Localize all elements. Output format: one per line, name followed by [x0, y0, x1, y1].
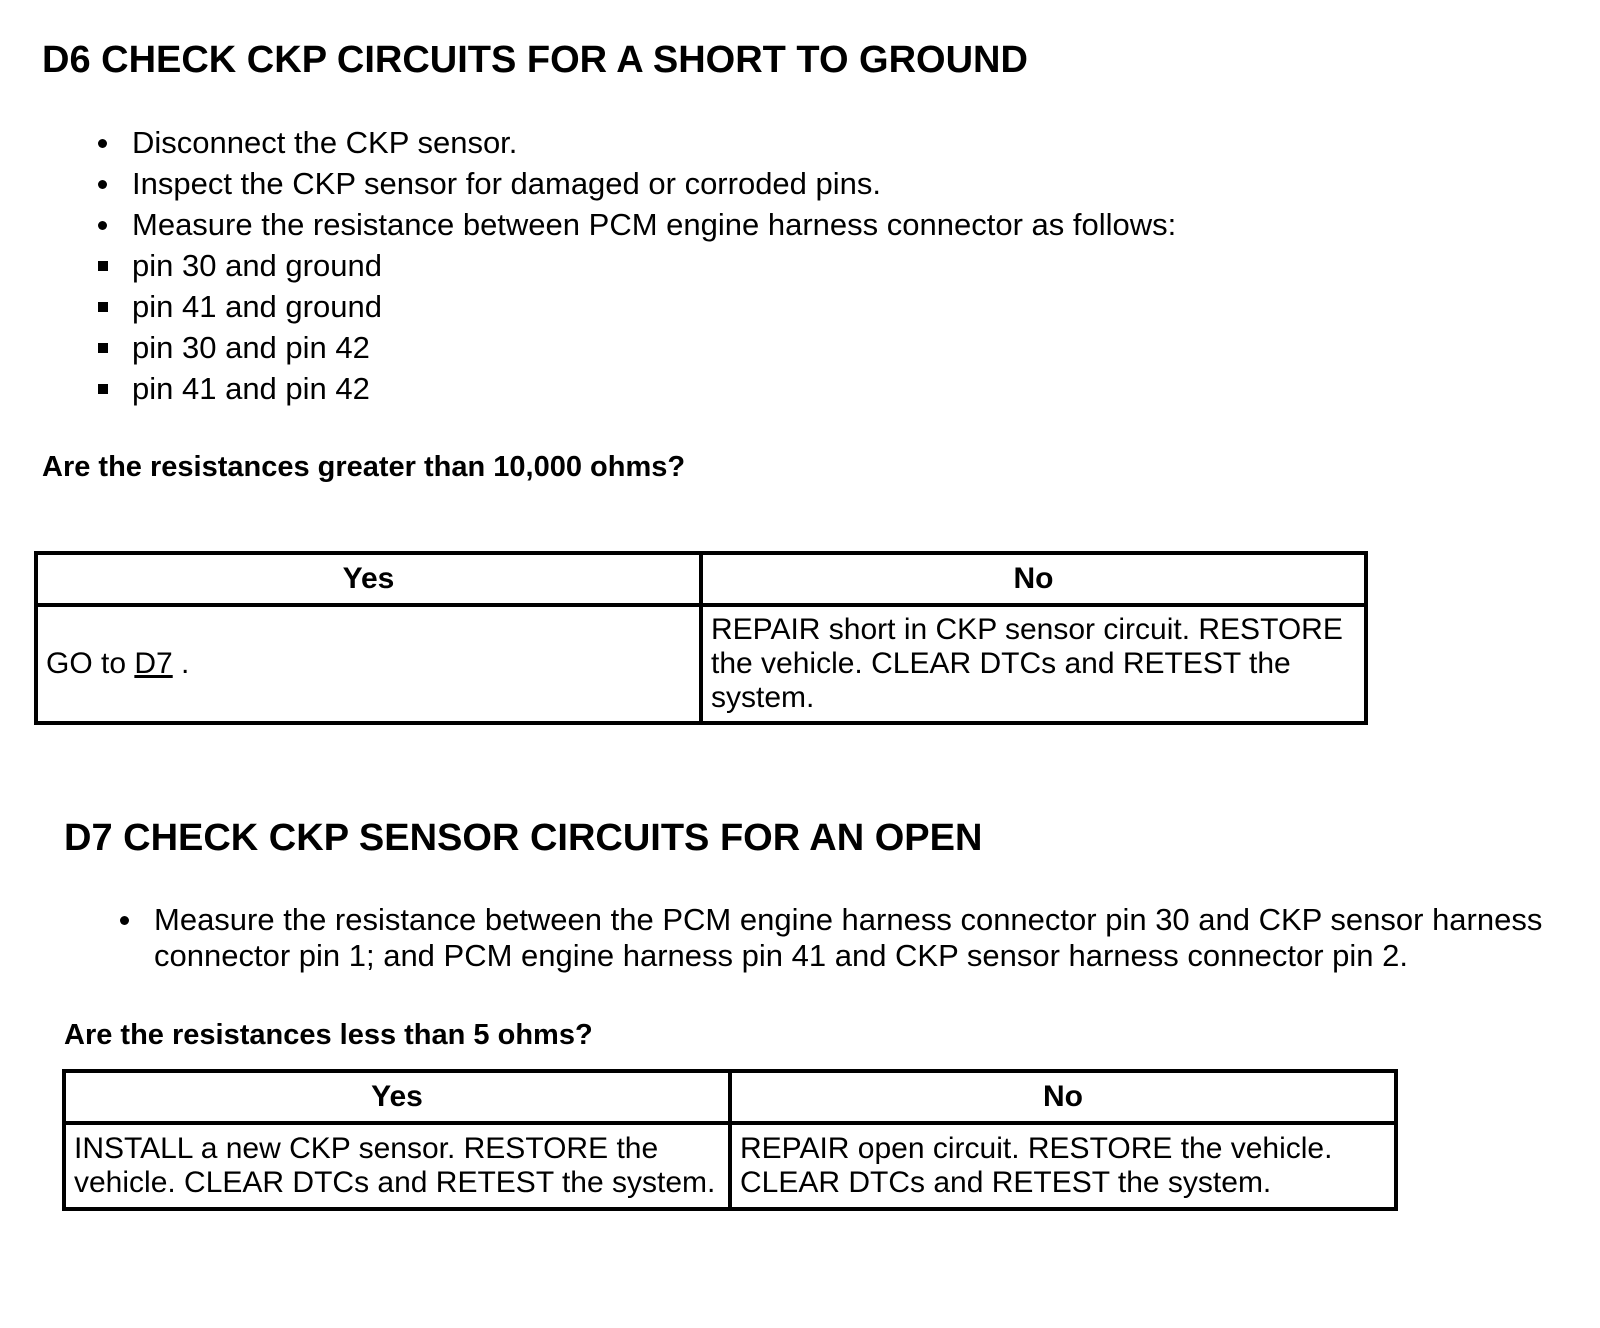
yes-cell: GO to D7 . — [36, 605, 701, 723]
sub-step-list — [40, 245, 1432, 409]
list-item: Inspect the CKP sensor for damaged or corroded pins. — [132, 163, 1432, 204]
no-cell: REPAIR open circuit. RESTORE the vehicle. CLEAR DTCs and RETEST the system. — [730, 1123, 1396, 1209]
yes-header: Yes — [36, 553, 701, 605]
section-title: D7 CHECK CKP SENSOR CIRCUITS FOR AN OPEN — [64, 817, 983, 859]
step-list — [132, 122, 1432, 409]
list-item: Measure the resistance between PCM engine harness connector as follows: pin 30 and ground pin 41 and ground pin 30 and pin 42 pin 41 and pin 42 — [132, 204, 1432, 409]
no-cell: REPAIR short in CKP sensor circuit. RESTORE the vehicle. CLEAR DTCs and RETEST the system. — [701, 605, 1366, 723]
yes-cell: INSTALL a new CKP sensor. RESTORE the vehicle. CLEAR DTCs and RETEST the system. — [64, 1123, 730, 1209]
square-bullet-icon — [98, 343, 108, 353]
list-item: Measure the resistance between the PCM engine harness connector pin 30 and CKP sensor harness connector pin 1; and PCM engine harness pin 41 and CKP sensor harness connector pin 2. — [154, 902, 1544, 974]
square-bullet-icon — [98, 384, 108, 394]
list-item: pin 41 and ground — [40, 286, 1432, 327]
decision-table — [62, 1069, 1398, 1211]
bullet-icon — [98, 221, 107, 230]
list-item: pin 41 and pin 42 — [40, 368, 1432, 409]
bullet-icon — [98, 180, 107, 189]
bullet-icon — [98, 139, 107, 148]
list-item: pin 30 and pin 42 — [40, 327, 1432, 368]
decision-table — [34, 551, 1368, 725]
square-bullet-icon — [98, 261, 108, 271]
bullet-icon — [120, 916, 129, 925]
goto-d7-link[interactable]: D7 — [134, 647, 173, 680]
question: Are the resistances less than 5 ohms? — [64, 1019, 593, 1051]
step-list — [154, 902, 1544, 974]
no-header: No — [701, 553, 1366, 605]
no-header: No — [730, 1071, 1396, 1123]
question: Are the resistances greater than 10,000 ohms? — [42, 451, 686, 483]
list-item: pin 30 and ground — [40, 245, 1432, 286]
list-item: Disconnect the CKP sensor. — [132, 122, 1432, 163]
yes-header: Yes — [64, 1071, 730, 1123]
square-bullet-icon — [98, 302, 108, 312]
section-title: D6 CHECK CKP CIRCUITS FOR A SHORT TO GROUND — [42, 39, 1028, 81]
